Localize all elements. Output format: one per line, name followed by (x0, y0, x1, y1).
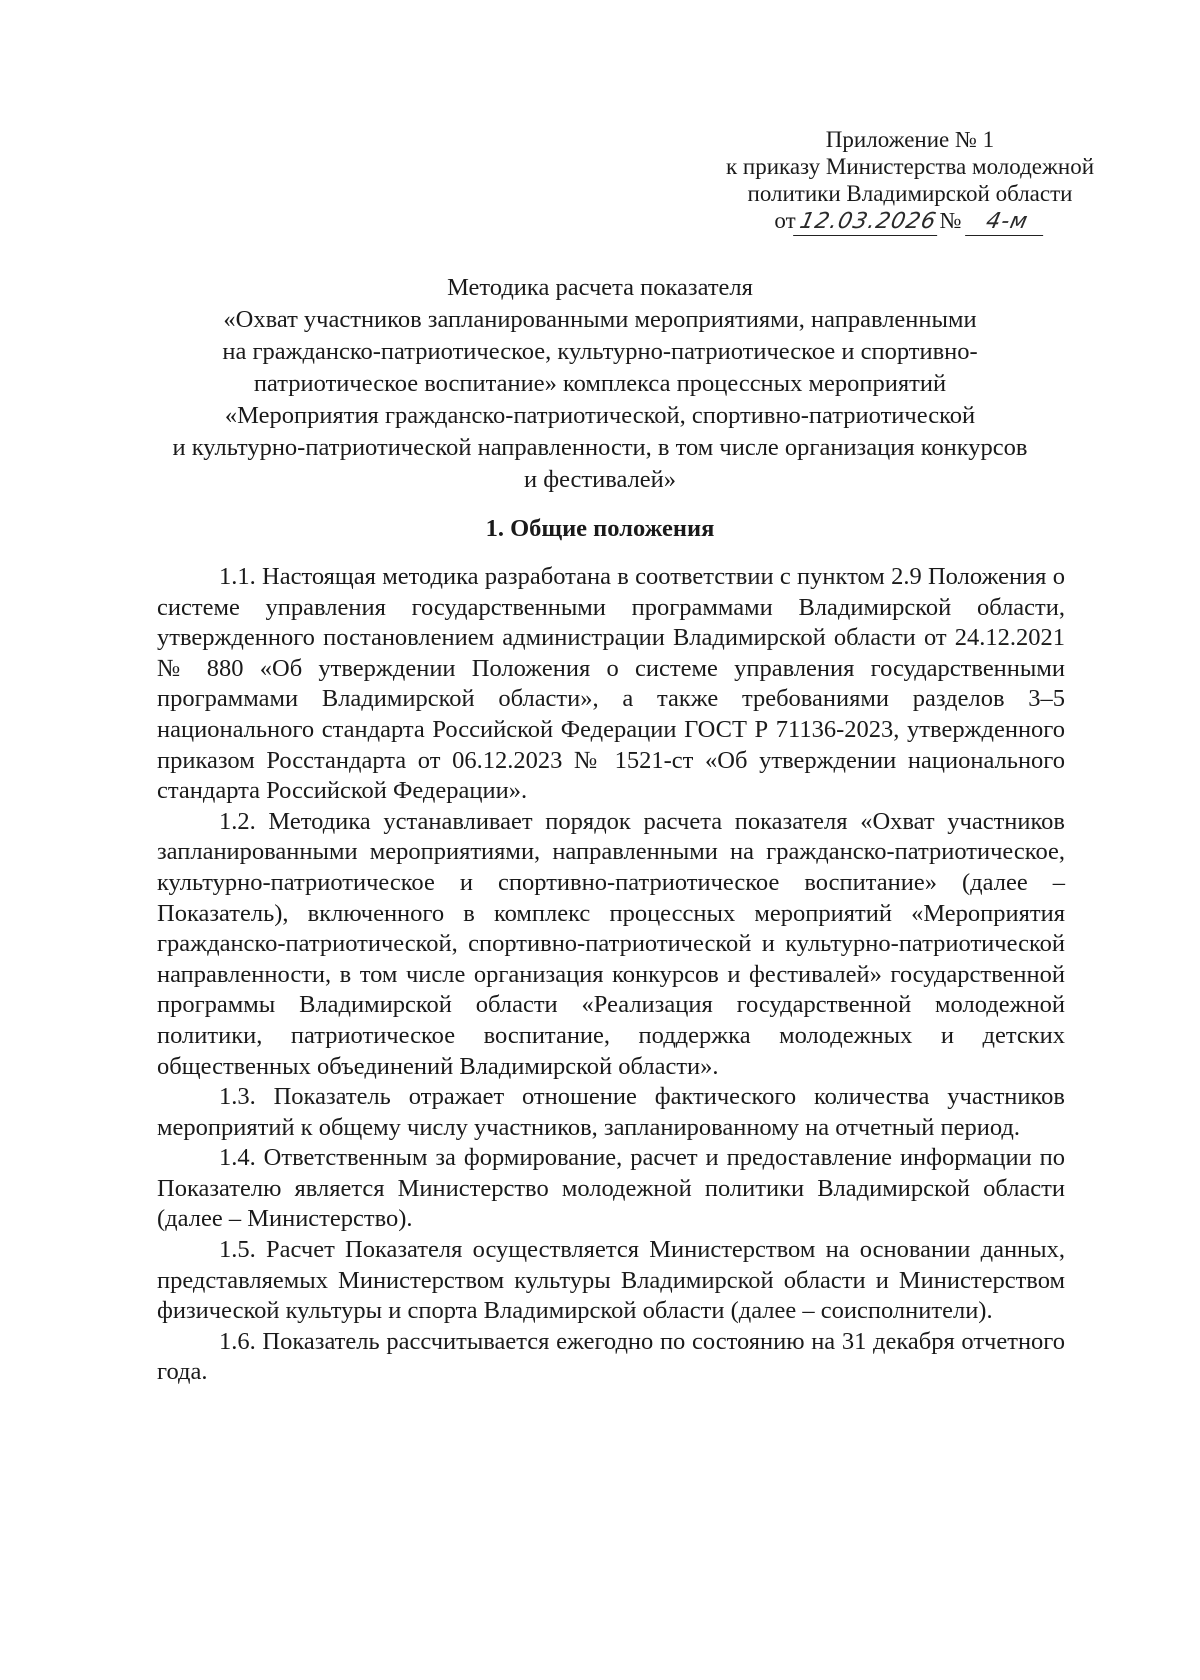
title-line: патриотическое воспитание» комплекса процессных мероприятий (253, 370, 947, 397)
paragraph-1-1: 1.1. Настоящая методика разработана в соответствии с пунктом 2.9 Положения о системе управления государственными программами Владимирской области, утвержденного постановлением администрации Владимирской области от 24.12.2021 № 880 «Об утверждении Положения о системе управления государственными программами Владимирской области», а также требованиями разделов 3–5 национального стандарта Российской Федерации ГОСТ Р 71136-2023, утвержденного приказом Росстандарта от 06.12.2023 № 1521-ст «Об утверждении национального стандарта Российской Федерации». (157, 563, 1065, 805)
section-body (157, 562, 1065, 1388)
title-line: на гражданско-патриотическое, культурно-патриотическое и спортивно- (222, 338, 978, 365)
handwritten-date: 12.03.2026 (793, 208, 943, 236)
appendix-ministry: политики Владимирской области (747, 181, 1073, 206)
date-prefix: от (774, 208, 796, 233)
title-line: «Охват участников запланированными мероприятиями, направленными (223, 306, 977, 333)
paragraph-1-2: 1.2. Методика устанавливает порядок расчета показателя «Охват участников запланированными мероприятиями, направленными на гражданско-патриотическое, культурно-патриотическое и спортивно-патриотическое воспитание» (далее – Показатель), включенного в комплекс процессных мероприятий «Мероприятия гражданско-патриотической, спортивно-патриотической и культурно-патриотической направленности, в том числе организация конкурсов и фестивалей» государственной программы Владимирской области «Реализация государственной молодежной политики, патриотическое воспитание, поддержка молодежных и детских общественных объединений Владимирской области». (157, 807, 1065, 1080)
section-heading: 1. Общие положения (485, 515, 715, 542)
appendix-block (690, 126, 1130, 236)
paragraph-1-3: 1.3. Показатель отражает отношение фактического количества участников мероприятий к общему числу участников, запланированному на отчетный период. (157, 1083, 1065, 1141)
title-line: Методика расчета показателя (447, 274, 753, 301)
paragraph-1-6: 1.6. Показатель рассчитывается ежегодно по состоянию на 31 декабря отчетного года. (157, 1327, 1065, 1386)
appendix-number: Приложение № 1 (825, 127, 995, 152)
title-line: и культурно-патриотической направленности, в том числе организация конкурсов (172, 434, 1028, 461)
appendix-date-line (690, 207, 1130, 236)
date-number-line (774, 207, 1045, 236)
number-prefix: № (939, 208, 962, 233)
handwritten-number: 4-м (965, 208, 1049, 236)
title-line: и фестивалей» (523, 466, 677, 493)
title-line: «Мероприятия гражданско-патриотической, спортивно-патриотической (224, 402, 976, 429)
document-title (120, 272, 1080, 496)
paragraph-1-5: 1.5. Расчет Показателя осуществляется Министерством на основании данных, представляемых Министерством культуры Владимирской области и Министерством физической культуры и спорта Владимирской области (далее – соисполнители). (157, 1236, 1065, 1325)
paragraph-1-4: 1.4. Ответственным за формирование, расчет и предоставление информации по Показателю является Министерство молодежной политики Владимирской области (далее – Министерство). (157, 1144, 1065, 1233)
appendix-order-ref: к приказу Министерства молодежной (725, 154, 1095, 179)
